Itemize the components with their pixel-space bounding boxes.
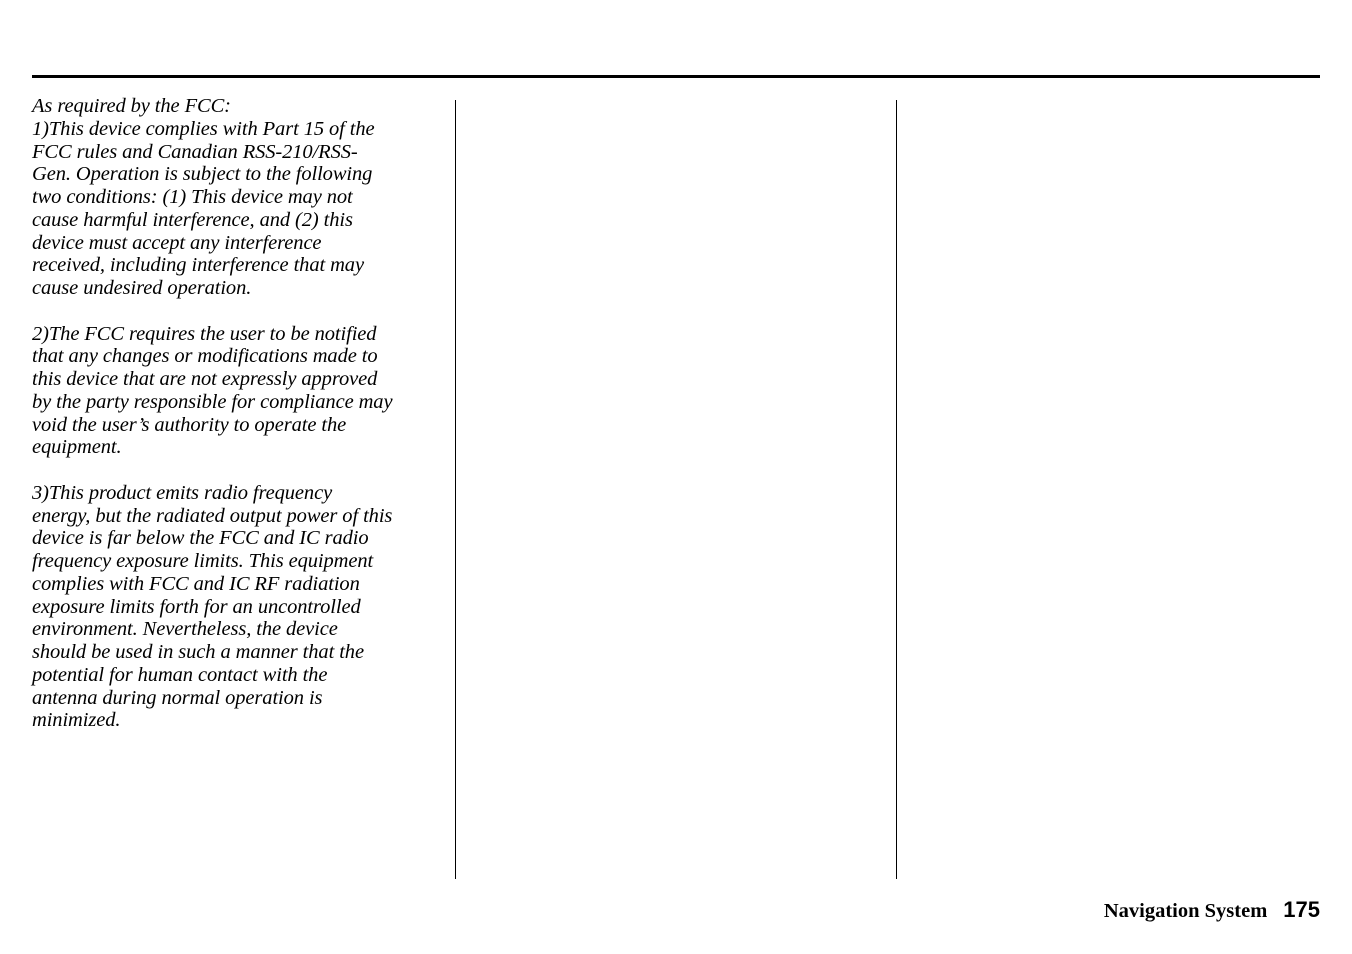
- fcc-intro: As required by the FCC:: [32, 95, 231, 117]
- fcc-paragraph-1: 1)This device complies with Part 15 of the FCC rules and Canadian RSS-210/RSS- Gen. Operation is subject to the following two conditions: (1) This device may not cause harmful interference, and (2) this device must accept any interference received, including interference that may cause undesired operation.: [32, 117, 375, 299]
- page-number: 175: [1283, 897, 1320, 922]
- header-rule: [32, 75, 1320, 78]
- fcc-paragraph-3: 3)This product emits radio frequency energy, but the radiated output power of this device is far below the FCC and IC radio frequency exposure limits. This equipment complies with FCC and IC RF radiation exposure limits forth for an uncontrolled environment. Nevertheless, the device should be used in such a manner that the potential for human contact with the antenna during normal operation is minimized.: [32, 481, 393, 732]
- page-footer: [1104, 897, 1320, 923]
- paragraph-spacer: [32, 459, 442, 482]
- fcc-paragraph-2: 2)The FCC requires the user to be notified that any changes or modifications made to this device that are not expressly approved by the party responsible for compliance may void the user’s authority to operate the equipment.: [32, 322, 393, 459]
- paragraph-spacer: [32, 300, 442, 323]
- footer-section-title: Navigation System: [1103, 900, 1268, 922]
- column-divider-left: [455, 100, 456, 879]
- fcc-notice-column: [32, 95, 442, 732]
- column-divider-right: [896, 100, 897, 879]
